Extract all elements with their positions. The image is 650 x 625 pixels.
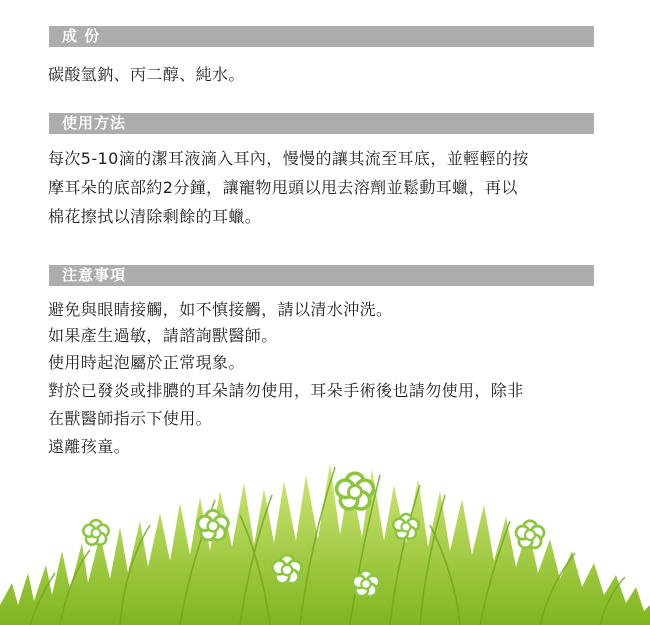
precaution-text-line: 使用時起泡屬於正常現象。	[48, 353, 245, 372]
usage-text-line: 摩耳朵的底部約2分鐘，讓寵物甩頭以甩去溶劑並鬆動耳蠟，再以	[48, 178, 518, 197]
usage-text-line: 每次5-10滴的潔耳液滴入耳內，慢慢的讓其流至耳底，並輕輕的按	[48, 149, 529, 168]
section-header-ingredients: 成 份	[49, 26, 594, 47]
section-header-usage: 使用方法	[49, 113, 594, 134]
ingredients-text: 碳酸氫鈉、丙二醇、純水。	[48, 65, 245, 84]
section-header-precautions: 注意事項	[49, 265, 594, 286]
precaution-text-line: 如果產生過敏，請諮詢獸醫師。	[48, 326, 278, 345]
precaution-text-line: 避免與眼睛接觸，如不慎接觸，請以清水沖洗。	[48, 300, 393, 319]
precaution-text-line: 對於已發炎或排膿的耳朵請勿使用，耳朵手術後也請勿使用，除非	[48, 381, 524, 400]
precaution-text-line: 在獸醫師指示下使用。	[48, 409, 213, 428]
precaution-text-line: 遠離孩童。	[48, 437, 131, 456]
grass-with-flowers-illustration	[0, 455, 650, 625]
usage-text-line: 棉花擦拭以清除剩餘的耳蠟。	[48, 207, 262, 226]
